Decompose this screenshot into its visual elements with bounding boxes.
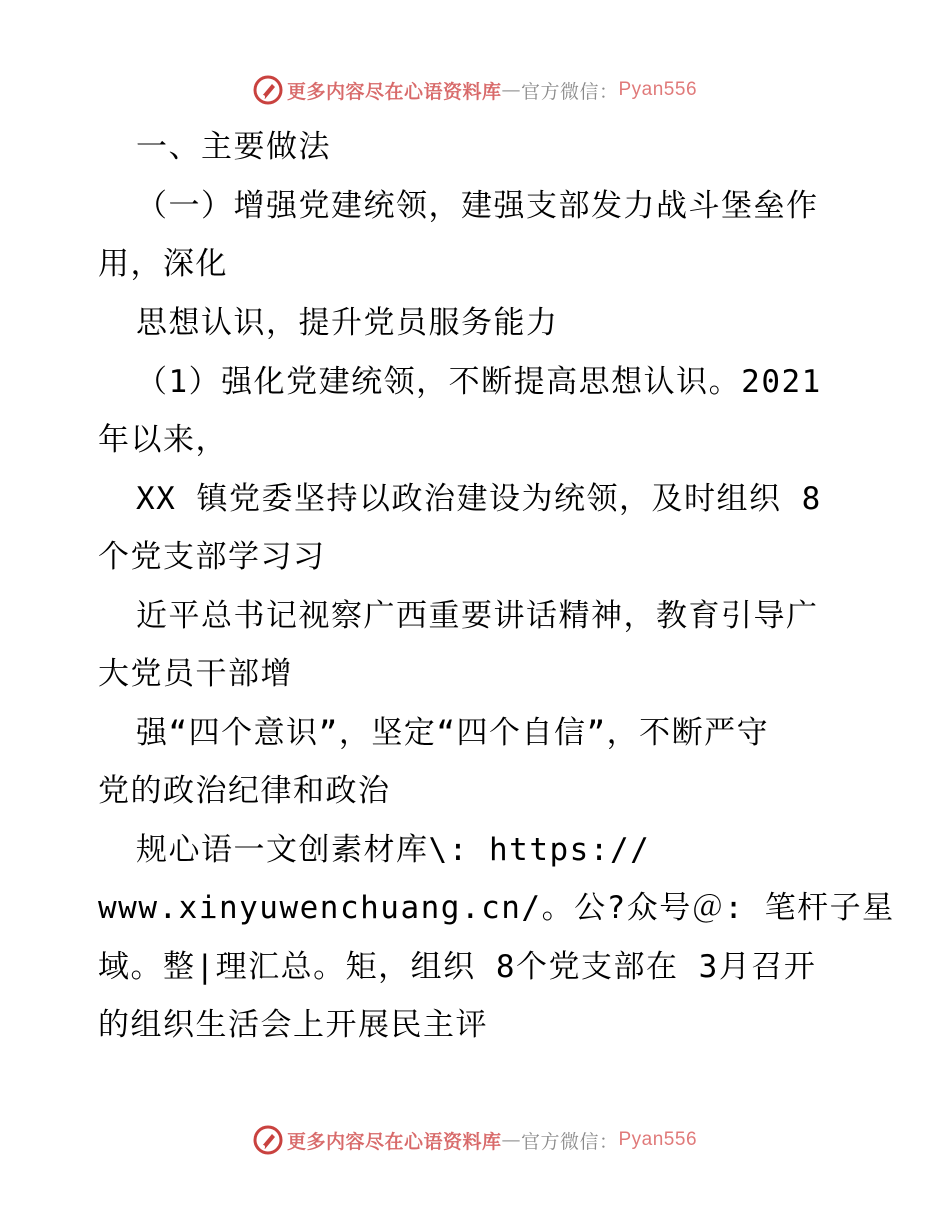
paragraph-line: 用，深化 [98,246,228,282]
header-watermark [0,70,950,110]
pen-logo-icon [253,75,283,105]
paragraph-line: www.xinyuwenchuang.cn/。公?众号＠: 笔杆子星 [98,890,895,926]
watermark-wechat-label: 官方微信： [520,80,619,103]
footer-watermark [0,1120,950,1160]
subsection-heading: （一）增强党建统领，建强支部发力战斗堡垒作 [136,188,819,224]
paragraph-line: XX 镇党委坚持以政治建设为统领，及时组织 8 [136,481,822,517]
paragraph-line: 党的政治纪律和政治 [98,773,391,809]
watermark-brand-text: 更多内容尽在心语资料库 [286,80,502,103]
watermark-wechat-id: Pyan556 [618,1129,698,1150]
paragraph-line: 近平总书记视察广西重要讲话精神，教育引导广 [136,598,819,634]
watermark-wechat-id: Pyan556 [618,79,698,100]
pen-logo-icon [253,1125,283,1155]
paragraph-line: 域。整|理汇总。矩，组织 8个党支部在 3月召开 [98,949,817,985]
watermark-separator: — [501,79,521,101]
paragraph-line: 思想认识，提升党员服务能力 [136,305,559,341]
section-heading: 一、主要做法 [136,129,331,165]
watermark-brand-text: 更多内容尽在心语资料库 [286,1130,502,1153]
paragraph-line: 强“四个意识”，坚定“四个自信”，不断严守 [136,715,770,751]
watermark-separator: — [501,1129,521,1151]
paragraph-line: 年以来， [98,422,228,458]
paragraph-line: 的组织生活会上开展民主评 [98,1007,488,1043]
paragraph-line: 规心语一文创素材库\: https:// [136,832,651,868]
watermark-wechat-label: 官方微信： [520,1130,619,1153]
paragraph-line: 大党员干部增 [98,656,293,692]
paragraph-line: （1）强化党建统领，不断提高思想认识。2021 [136,364,822,400]
paragraph-line: 个党支部学习习 [98,539,326,575]
